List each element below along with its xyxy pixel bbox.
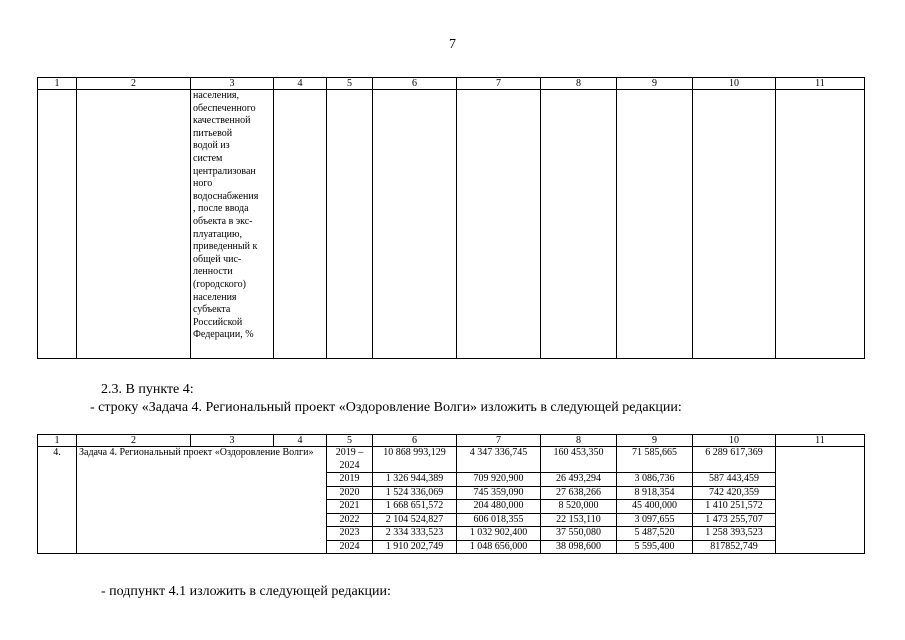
header-cell: 5 [327,78,373,90]
paragraph-section-heading: 2.3. В пункте 4: [101,382,194,397]
period-cell: 2022 [327,513,373,527]
header-cell: 3 [191,78,274,90]
header-cell: 6 [373,78,457,90]
text-line: субъекта [193,304,231,316]
value-cell: 587 443,459 [693,473,776,487]
value-cell: 2 334 333,523 [373,527,457,541]
value-cell: 1 668 651,572 [373,500,457,514]
value-cell: 606 018,355 [457,513,541,527]
text-line: населения, [193,90,240,101]
indicator-text-cell [191,90,274,359]
table-cell [77,90,191,359]
paragraph-instruction: - подпункт 4.1 изложить в следующей редакции: [101,584,391,599]
table-header-row [38,435,865,447]
value-cell: 8 520,000 [541,500,617,514]
value-cell: 45 400,000 [617,500,693,514]
header-cell: 9 [617,435,693,447]
value-cell: 1 032 902,400 [457,527,541,541]
value-cell: 745 359,090 [457,486,541,500]
period-cell: 2024 [327,540,373,554]
header-cell: 2 [77,78,191,90]
text-line: плуатацию, [193,228,242,240]
text-line: объекта в экс- [193,215,253,227]
value-cell: 8 918,354 [617,486,693,500]
period-cell: 2019 [327,473,373,487]
table-row [38,447,865,473]
text-line: Федерации, % [193,329,254,341]
text-line: (городского) [193,278,246,290]
text-line: систем [193,152,223,164]
text-line: питьевой [193,127,233,139]
table-cell [541,90,617,359]
period-cell: 2023 [327,527,373,541]
period-cell: 2021 [327,500,373,514]
table-cell [274,90,327,359]
value-cell: 3 086,736 [617,473,693,487]
table-row [38,90,865,359]
value-cell: 22 153,110 [541,513,617,527]
header-cell: 8 [541,78,617,90]
text-line: Российской [193,316,243,328]
table-header-row [38,78,865,90]
table-cell [373,90,457,359]
text-line: обеспеченного [193,102,256,114]
table-task4 [37,434,865,554]
value-cell: 817852,749 [693,540,776,554]
table-cell [693,90,776,359]
header-cell: 10 [693,78,776,90]
header-cell: 3 [191,435,274,447]
value-cell: 742 420,359 [693,486,776,500]
header-cell: 11 [776,78,865,90]
value-cell: 1 410 251,572 [693,500,776,514]
header-cell: 9 [617,78,693,90]
table-cell [776,447,865,554]
text-line: населения [193,291,237,303]
header-cell: 7 [457,435,541,447]
text-line: общей чис- [193,253,242,265]
header-cell: 4 [274,435,327,447]
text-line: приведенный к [193,241,258,253]
task-name: Задача 4. Региональный проект «Оздоровление Волги» [77,447,327,554]
paragraph-instruction: - строку «Задача 4. Региональный проект «Оздоровление Волги» изложить в следующей редакции: [90,400,682,415]
value-cell: 27 638,266 [541,486,617,500]
header-cell: 1 [38,435,77,447]
value-cell: 71 585,665 [617,447,693,473]
value-cell: 1 258 393,523 [693,527,776,541]
value-cell: 4 347 336,745 [457,447,541,473]
table-continuation [37,77,865,359]
value-cell: 38 098,600 [541,540,617,554]
header-cell: 6 [373,435,457,447]
header-cell: 2 [77,435,191,447]
period-cell: 2020 [327,486,373,500]
text-line: водой из [193,140,230,152]
value-cell: 1 473 255,707 [693,513,776,527]
value-cell: 10 868 993,129 [373,447,457,473]
value-cell: 204 480,000 [457,500,541,514]
header-cell: 10 [693,435,776,447]
value-cell: 1 910 202,749 [373,540,457,554]
value-cell: 5 595,400 [617,540,693,554]
table-cell [617,90,693,359]
value-cell: 160 453,350 [541,447,617,473]
text-line: водоснабжения [193,190,259,202]
table-cell [776,90,865,359]
value-cell: 1 048 656,000 [457,540,541,554]
period-cell: 2019 – 2024 [327,447,373,473]
header-cell: 7 [457,78,541,90]
value-cell: 3 097,655 [617,513,693,527]
value-cell: 1 524 336,069 [373,486,457,500]
value-cell: 6 289 617,369 [693,447,776,473]
value-cell: 5 487,520 [617,527,693,541]
page-number: 7 [449,37,456,52]
header-cell: 4 [274,78,327,90]
header-cell: 8 [541,435,617,447]
value-cell: 26 493,294 [541,473,617,487]
header-cell: 5 [327,435,373,447]
task-number: 4. [38,447,77,554]
header-cell: 1 [38,78,77,90]
value-cell: 37 550,080 [541,527,617,541]
text-line: централизован [193,165,256,177]
text-line: ного [193,178,213,190]
text-line: ленности [193,266,233,278]
table-cell [38,90,77,359]
table-cell [457,90,541,359]
header-cell: 11 [776,435,865,447]
text-line: , после ввода [193,203,249,215]
table-cell [327,90,373,359]
text-line: качественной [193,115,251,127]
value-cell: 1 326 944,389 [373,473,457,487]
value-cell: 2 104 524,827 [373,513,457,527]
value-cell: 709 920,900 [457,473,541,487]
